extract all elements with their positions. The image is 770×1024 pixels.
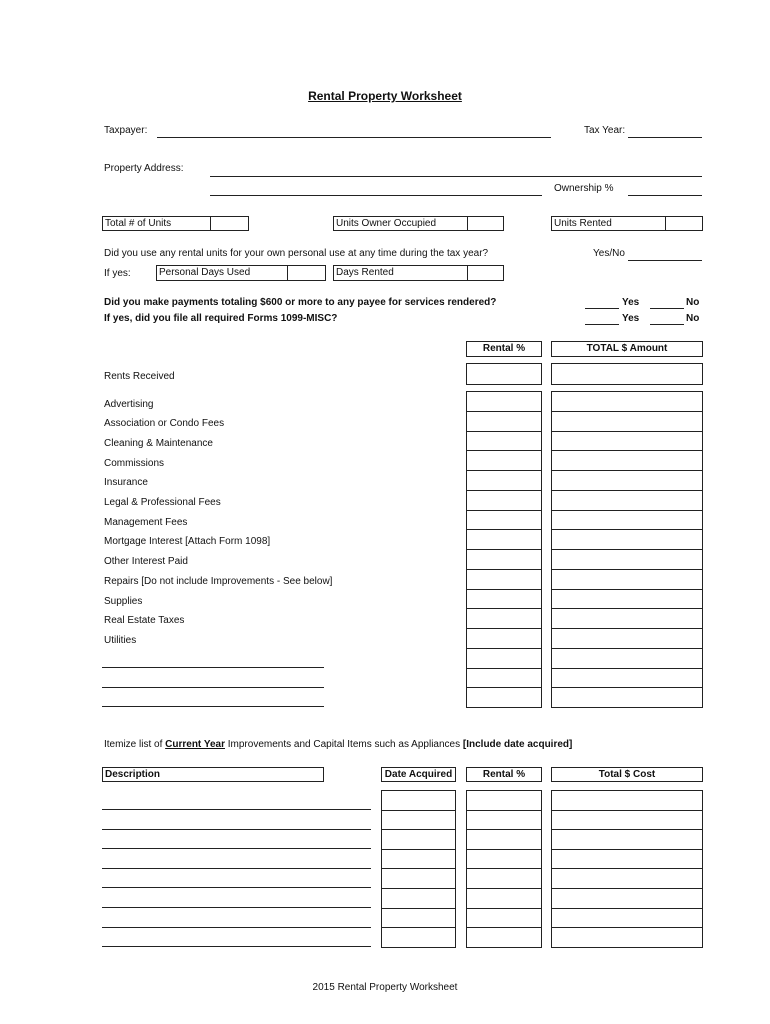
improvement-description-line[interactable] [102,946,371,947]
improvement-cell[interactable] [382,791,455,811]
property-address-label: Property Address: [104,163,184,174]
expense-cell[interactable] [552,451,702,471]
payments-yes-blank[interactable] [585,308,619,309]
expense-label: Advertising [104,399,154,410]
total-units-field[interactable] [210,216,249,231]
property-address-line-1[interactable] [210,176,702,177]
expense-cell[interactable] [552,392,702,412]
rents-received-amount[interactable] [551,363,703,385]
improvement-description-line[interactable] [102,868,371,869]
improvement-description-line[interactable] [102,829,371,830]
personal-use-question: Did you use any rental units for your own personal use at any time during the tax year? [104,248,489,259]
expense-label: Insurance [104,477,148,488]
expense-cell[interactable] [467,392,541,412]
improvement-cell[interactable] [467,830,541,850]
improvement-cell[interactable] [382,811,455,831]
expense-label: Cleaning & Maintenance [104,438,213,449]
tax-year-field[interactable] [628,137,702,138]
total-amount-header: TOTAL $ Amount [551,341,703,357]
total-cost-header: Total $ Cost [551,767,703,782]
expense-label: Management Fees [104,517,188,528]
forms-no-label: No [686,313,700,324]
total-units-label: Total # of Units [102,216,211,231]
tax-year-label: Tax Year: [584,125,626,136]
expense-cell[interactable] [552,432,702,452]
improvement-cell[interactable] [382,909,455,929]
expense-cell[interactable] [467,550,541,570]
itemize-include-date: [Include date acquired] [462,739,573,750]
improvement-cell[interactable] [382,889,455,909]
taxpayer-field[interactable] [157,137,551,138]
improvement-column-rental-pct [466,790,542,948]
itemize-prefix: Itemize list of [104,739,166,750]
improvement-cell[interactable] [552,791,702,811]
improvement-cell[interactable] [552,811,702,831]
improvement-description-line[interactable] [102,848,371,849]
improvement-cell[interactable] [382,830,455,850]
improvement-description-line[interactable] [102,907,371,908]
date-acquired-header: Date Acquired [381,767,456,782]
improvement-cell[interactable] [552,869,702,889]
expense-cell[interactable] [467,471,541,491]
improvement-cell[interactable] [467,889,541,909]
expense-cell[interactable] [467,530,541,550]
expense-cell[interactable] [552,590,702,610]
improvement-cell[interactable] [552,909,702,929]
rents-received-rental-pct[interactable] [466,363,542,385]
page-title: Rental Property Worksheet [308,89,462,103]
expense-cell[interactable] [552,511,702,531]
expense-cell[interactable] [467,590,541,610]
expense-label: Utilities [104,635,137,646]
expense-cell[interactable] [552,491,702,511]
forms-question: If yes, did you file all required Forms 1099-MISC? [104,313,338,324]
payments-no-label: No [686,297,700,308]
payments-question: Did you make payments totaling $600 or more to any payee for services rendered? [104,297,497,308]
units-rented-field[interactable] [665,216,703,231]
improvement-cell[interactable] [467,811,541,831]
units-owner-occupied-label: Units Owner Occupied [333,216,468,231]
expense-column-rental-pct [466,391,542,708]
improvement-cell[interactable] [467,909,541,929]
payments-no-blank[interactable] [650,308,684,309]
units-rented-label: Units Rented [551,216,666,231]
expense-cell[interactable] [467,688,541,708]
improvement-description-line[interactable] [102,927,371,928]
expense-cell[interactable] [467,451,541,471]
expense-label: Commissions [104,458,165,469]
expense-cell[interactable] [467,412,541,432]
expense-cell[interactable] [552,688,702,708]
improvement-column-total-cost [551,790,703,948]
ownership-field[interactable] [628,195,702,196]
description-header: Description [102,767,324,782]
personal-days-label: Personal Days Used [156,265,288,281]
improvement-cell[interactable] [552,850,702,870]
expense-cell[interactable] [552,570,702,590]
improvement-cell[interactable] [552,889,702,909]
expense-cell[interactable] [552,471,702,491]
expense-cell[interactable] [552,649,702,669]
itemize-current-year: Current Year [165,739,225,750]
expense-cell[interactable] [467,649,541,669]
ownership-label: Ownership % [554,183,614,194]
other-expense-line[interactable] [102,687,324,688]
improvement-cell[interactable] [467,869,541,889]
rental-pct-header-2: Rental % [466,767,542,782]
rental-pct-header: Rental % [466,341,542,357]
other-expense-line[interactable] [102,706,324,707]
itemize-middle: Improvements and Capital Items such as Appliances [224,739,463,750]
yes-no-label: Yes/No [593,248,625,259]
expense-cell[interactable] [552,609,702,629]
improvement-cell[interactable] [552,928,702,948]
personal-days-field[interactable] [287,265,326,281]
improvement-cell[interactable] [382,850,455,870]
expense-cell[interactable] [467,570,541,590]
forms-yes-label: Yes [622,313,640,324]
improvement-description-line[interactable] [102,887,371,888]
expense-cell[interactable] [552,550,702,570]
improvement-cell[interactable] [467,791,541,811]
expense-cell[interactable] [467,511,541,531]
expense-label: Repairs [Do not include Improvements - See below] [104,576,333,587]
expense-cell[interactable] [552,412,702,432]
days-rented-field[interactable] [467,265,504,281]
yes-no-field[interactable] [628,260,702,261]
expense-cell[interactable] [467,609,541,629]
improvement-cell[interactable] [467,928,541,948]
improvement-cell[interactable] [382,928,455,948]
expense-label: Mortgage Interest [Attach Form 1098] [104,536,271,547]
payments-yes-label: Yes [622,297,640,308]
if-yes-label: If yes: [104,268,131,279]
expense-label: Supplies [104,596,143,607]
improvement-cell[interactable] [382,869,455,889]
expense-cell[interactable] [552,530,702,550]
expense-cell[interactable] [467,491,541,511]
rents-received-label: Rents Received [104,371,175,382]
expense-label: Other Interest Paid [104,556,188,567]
expense-cell[interactable] [467,669,541,689]
expense-column-amount [551,391,703,708]
units-owner-occupied-field[interactable] [467,216,504,231]
taxpayer-label: Taxpayer: [104,125,148,136]
expense-cell[interactable] [467,629,541,649]
forms-no-blank[interactable] [650,324,684,325]
improvement-cell[interactable] [467,850,541,870]
improvement-description-line[interactable] [102,809,371,810]
expense-label: Legal & Professional Fees [104,497,221,508]
property-address-line-2[interactable] [210,195,542,196]
forms-yes-blank[interactable] [585,324,619,325]
improvement-column-date-acquired [381,790,456,948]
expense-label: Association or Condo Fees [104,418,225,429]
expense-label: Real Estate Taxes [104,615,185,626]
expense-cell[interactable] [552,629,702,649]
footer-text: 2015 Rental Property Worksheet [312,982,458,993]
expense-cell[interactable] [552,669,702,689]
expense-cell[interactable] [467,432,541,452]
improvement-cell[interactable] [552,830,702,850]
other-expense-line[interactable] [102,667,324,668]
days-rented-label: Days Rented [333,265,468,281]
itemize-instruction [104,739,572,751]
